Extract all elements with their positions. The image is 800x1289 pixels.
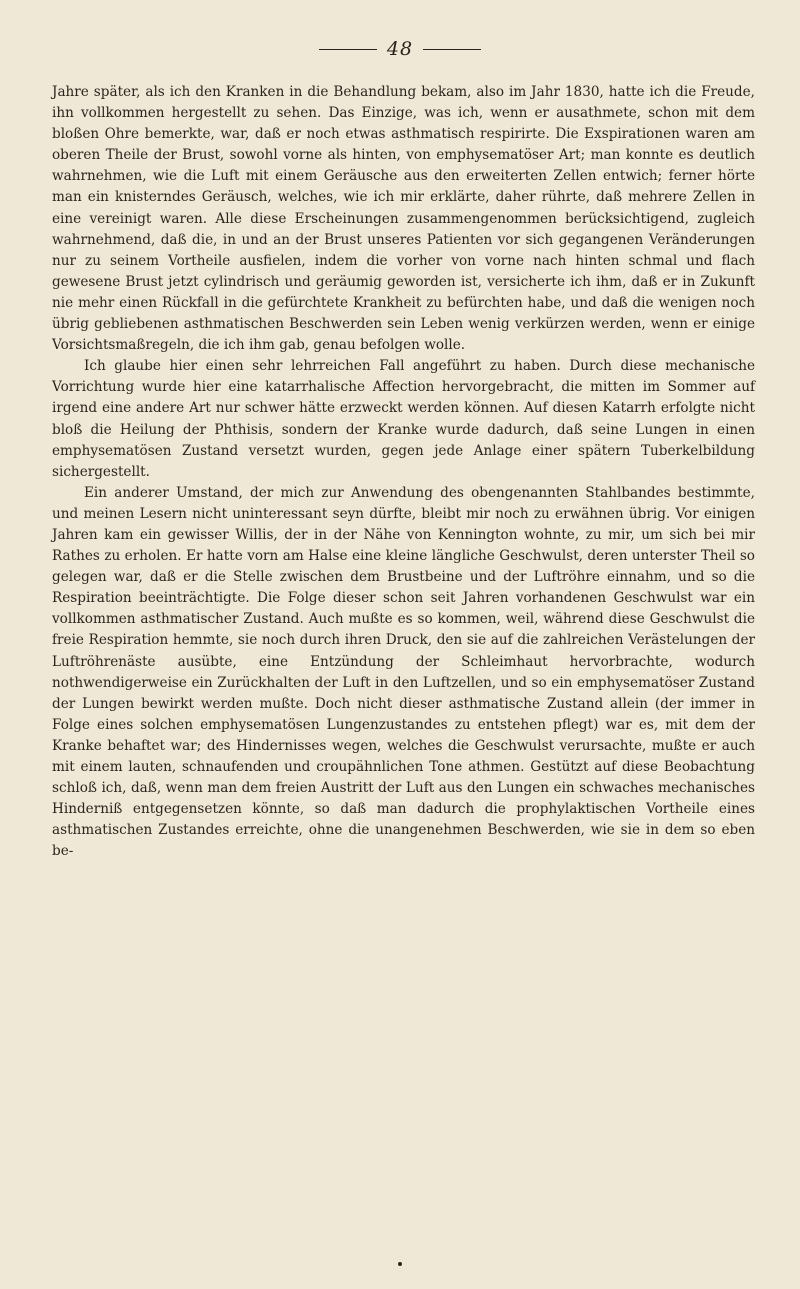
body-text — [52, 82, 755, 862]
ink-dot — [398, 1262, 402, 1266]
header-rule-left — [319, 49, 377, 50]
header-rule-right — [423, 49, 481, 50]
paragraph-2: Ich glaube hier einen sehr lehrreichen Fall angeführt zu haben. Durch diese mechanische Vorrichtung wurde hier eine katarrhalische Affection hervorgebracht, die mitten im Sommer auf irgend eine andere Art nur schwer hätte erzweckt werden können. Auf diesen Katarrh erfolgte nicht bloß die Heilung der Phthisis, sondern der Kranke wurde dadurch, daß seine Lungen in einen emphysematösen Zustand versetzt wurden, gegen jede Anlage einer spätern Tuberkelbildung sichergestellt. — [52, 358, 755, 480]
paragraph-1: Jahre später, als ich den Kranken in die Behandlung bekam, also im Jahr 1830, hatte ich die Freude, ihn vollkommen hergestellt zu sehen. Das Einzige, was ich, wenn er ausathmete, schon mit dem bloßen Ohre bemerkte, war, daß er noch etwas asthmatisch respirirte. Die Exspirationen waren am oberen Theile der Brust, sowohl vorne als hinten, von emphysematöser Art; man konnte es deutlich wahrnehmen, wie die Luft mit einem Geräusche aus den erweiterten Zellen entwich; ferner hörte man ein knisterndes Geräusch, welches, wie ich mir erklärte, daher rührte, daß mehrere Zellen in eine vereinigt waren. Alle diese Erscheinungen zusammengenommen berücksichtigend, zugleich wahrnehmend, daß die, in und an der Brust unseres Patienten vor sich gegangenen Veränderungen nur zu seinem Vortheile ausfielen, indem die vorher von vorne nach hinten schmal und flach gewesene Brust jetzt cylindrisch und geräumig geworden ist, versicherte ich ihm, daß er in Zukunft nie mehr einen Rückfall in die gefürchtete Krankheit zu befürchten habe, und daß die wenigen noch übrig gebliebenen asthmatischen Beschwerden sein Leben wenig verkürzen werden, wenn er einige Vorsichtsmaßregeln, die ich ihm gab, genau befolgen wolle. — [52, 84, 755, 354]
page-number: 48 — [386, 38, 414, 60]
page-header — [0, 38, 800, 60]
paragraph-3: Ein anderer Umstand, der mich zur Anwendung des obengenannten Stahlbandes bestimmte, und meinen Lesern nicht uninteressant seyn dürfte, bleibt mir noch zu erwähnen übrig. Vor einigen Jahren kam ein gewisser Willis, der in der Nähe von Kennington wohnte, zu mir, um sich bei mir Rathes zu erholen. Er hatte vorn am Halse eine kleine längliche Geschwulst, deren unterster Theil so gelegen war, daß er die Stelle zwischen dem Brustbeine und der Luftröhre einnahm, und so die Respiration beeinträchtigte. Die Folge dieser schon seit Jahren vorhandenen Geschwulst war ein vollkommen asthmatischer Zustand. Auch mußte es so kommen, weil, während diese Geschwulst die freie Respiration hemmte, sie noch durch ihren Druck, den sie auf die zahlreichen Verästelungen der Luftröhrenäste ausübte, eine Entzündung der Schleimhaut hervorbrachte, wodurch nothwendigerweise ein Zurückhalten der Luft in den Luftzellen, und so ein emphysematöser Zustand der Lungen bewirkt werden mußte. Doch nicht dieser asthmatische Zustand allein (der immer in Folge eines solchen emphysematösen Lungenzustandes zu entstehen pflegt) war es, mit dem der Kranke behaftet war; des Hindernisses wegen, welches die Geschwulst verursachte, mußte er auch mit einem lauten, schnaufenden und croupähnlichen Tone athmen. Gestützt auf diese Beobachtung schloß ich, daß, wenn man dem freien Austritt der Luft aus den Lungen ein schwaches mechanisches Hinderniß entgegensetzen könnte, so daß man dadurch die prophylaktischen Vortheile eines asthmatischen Zustandes erreichte, ohne die unangenehmen Beschwerden, wie sie in dem so eben be- — [52, 484, 755, 860]
